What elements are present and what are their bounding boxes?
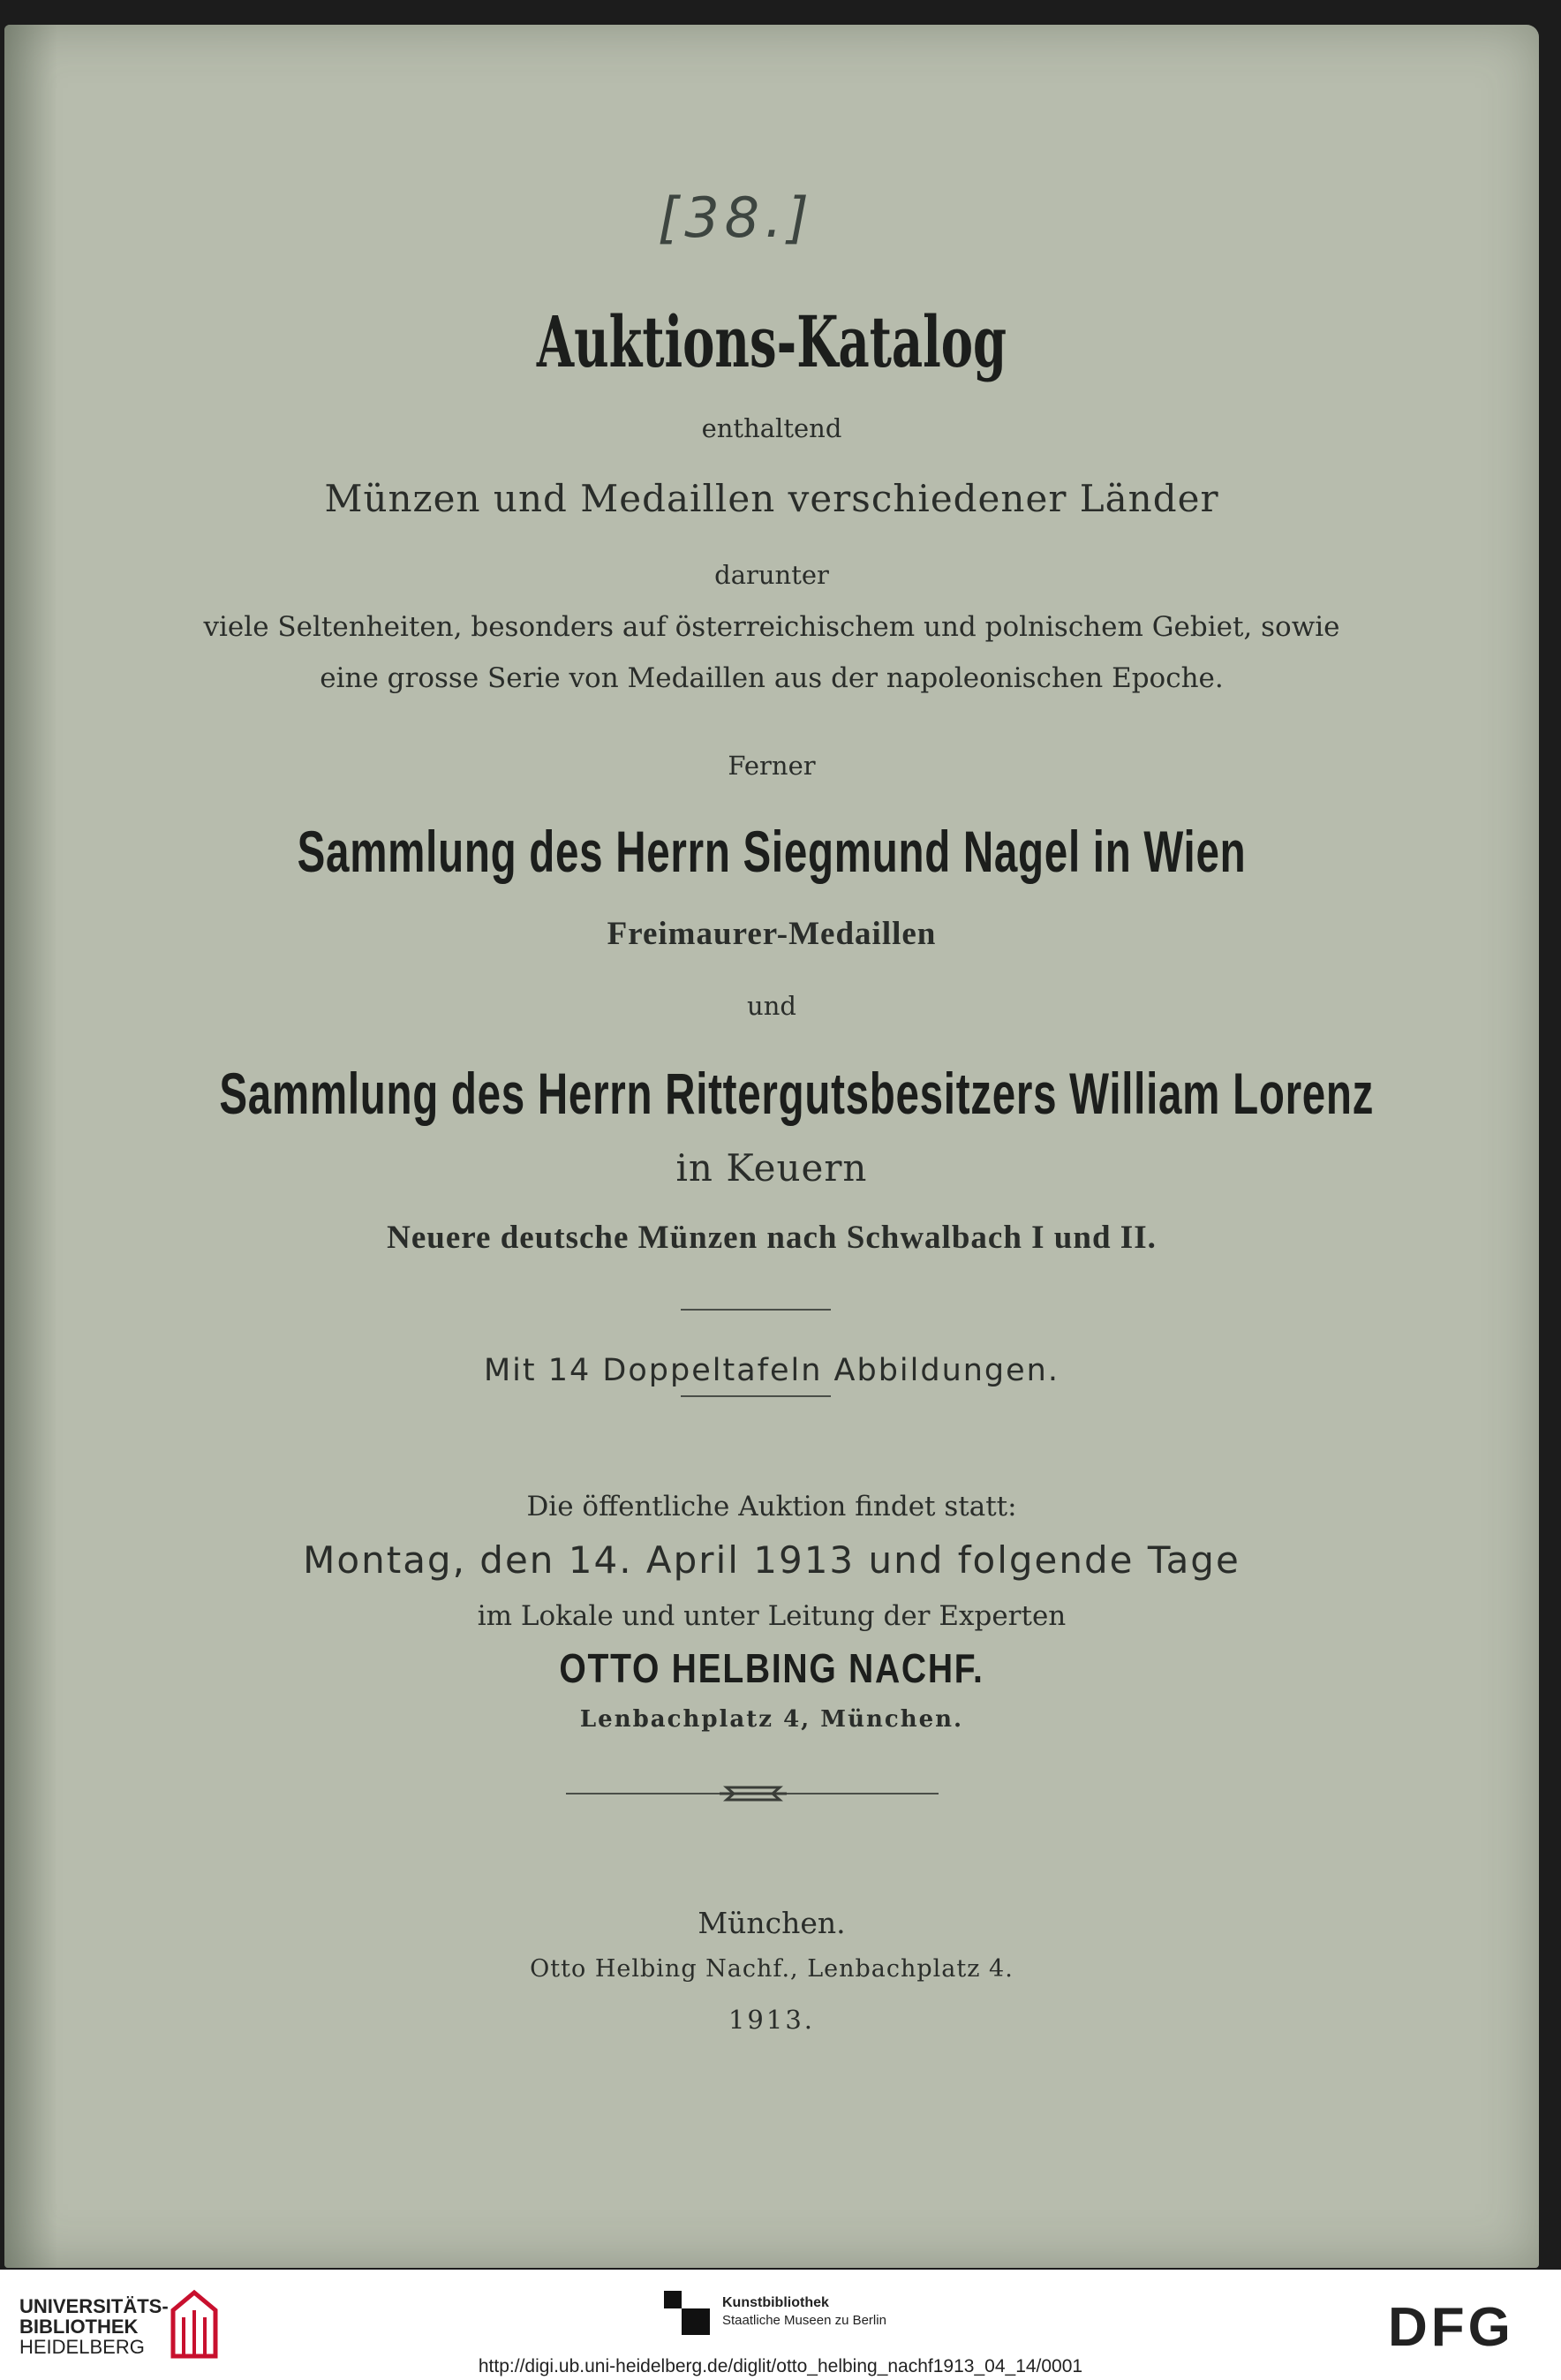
- ub-heidelberg-logo-text: [19, 2296, 169, 2357]
- ub-line-1: UNIVERSITÄTS-: [19, 2295, 169, 2317]
- expert-name: OTTO HELBING NACHF.: [559, 1645, 984, 1691]
- divider-top: [681, 1309, 831, 1311]
- line-ferner: Ferner: [728, 751, 816, 781]
- plates-note: Mit 14 Doppeltafeln Abbildungen.: [483, 1353, 1060, 1388]
- collection-lorenz-title: Sammlung des Herrn Rittergutsbesitzers William Lorenz: [219, 1061, 1375, 1126]
- expert-address: Lenbachplatz 4, München.: [579, 1706, 964, 1733]
- auction-date: Montag, den 14. April 1913 und folgende Tage: [303, 1538, 1241, 1582]
- line-und: und: [747, 991, 796, 1021]
- permalink-url[interactable]: http://digi.ub.uni-heidelberg.de/diglit/otto_helbing_nachf1913_04_14/0001: [478, 2356, 1083, 2376]
- imprint-city: München.: [698, 1906, 846, 1940]
- line-munzen-medaillen: Münzen und Medaillen verschiedener Länder: [324, 477, 1219, 520]
- viewer-footer: [0, 2270, 1561, 2380]
- kb-line-2: Staatliche Museen zu Berlin: [722, 2313, 886, 2328]
- imprint-year: 1913.: [728, 2005, 816, 2035]
- auction-intro: Die öffentliche Auktion findet statt:: [526, 1491, 1017, 1522]
- collection-lorenz-place: in Keuern: [675, 1146, 868, 1190]
- kunstbibliothek-logo-icon: [664, 2291, 710, 2335]
- catalog-title: Auktions-Katalog: [536, 300, 1007, 383]
- collection-nagel-title: Sammlung des Herrn Siegmund Nagel in Wien: [297, 819, 1247, 884]
- handwritten-shelfmark: [38.]: [658, 185, 814, 250]
- ornament-icon: [716, 1782, 790, 1805]
- divider-bottom: [681, 1395, 831, 1397]
- ub-heidelberg-logo-icon: [168, 2284, 221, 2363]
- imprint-publisher: Otto Helbing Nachf., Lenbachplatz 4.: [530, 1955, 1014, 1983]
- collection-lorenz-subtitle: Neuere deutsche Münzen nach Schwalbach I und II.: [387, 1220, 1157, 1256]
- line-darunter: darunter: [714, 560, 829, 590]
- dfg-logo: DFG: [1388, 2297, 1514, 2358]
- ub-line-3: HEIDELBERG: [19, 2336, 145, 2358]
- kunstbibliothek-logo-text: [722, 2294, 886, 2330]
- line-napoleonische-serie: eine grosse Serie von Medaillen aus der napoleonischen Epoche.: [320, 662, 1224, 694]
- ub-line-2: BIBLIOTHEK: [19, 2316, 139, 2338]
- auction-venue: im Lokale und unter Leitung der Experten: [477, 1600, 1067, 1632]
- line-enthaltend: enthaltend: [701, 413, 842, 443]
- kb-line-1: Kunstbibliothek: [722, 2295, 829, 2310]
- catalog-cover-page: [4, 25, 1539, 2268]
- collection-nagel-subtitle: Freimaurer-Medaillen: [607, 916, 937, 952]
- line-seltenheiten: viele Seltenheiten, besonders auf österreichischem und polnischem Gebiet, sowie: [203, 611, 1340, 643]
